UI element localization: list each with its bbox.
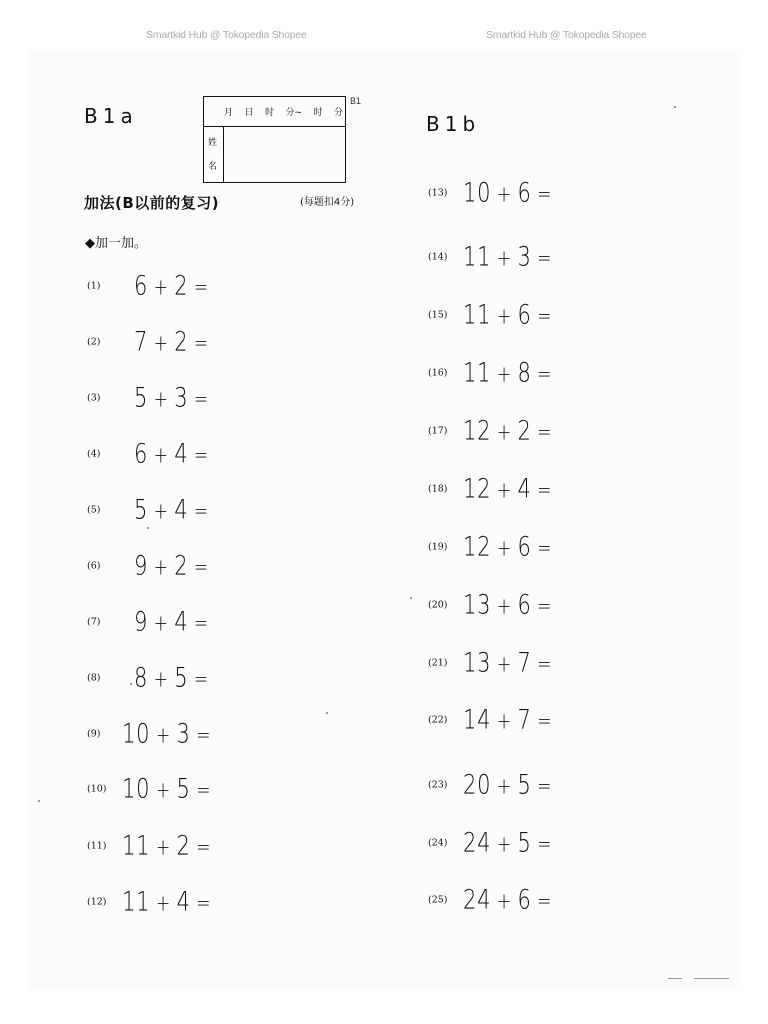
second-addend: 4 bbox=[174, 438, 189, 470]
plus-sign: + bbox=[153, 387, 169, 413]
hour-end-label: 时 bbox=[313, 108, 323, 118]
scan-speck bbox=[130, 683, 132, 685]
corner-mark: B1 bbox=[350, 96, 362, 106]
equals-sign: = bbox=[537, 246, 553, 272]
second-addend: 2 bbox=[174, 326, 189, 358]
minute-start-label: 分~ bbox=[285, 108, 302, 118]
problem-15 bbox=[0, 295, 760, 335]
problem-expression bbox=[463, 416, 552, 447]
equals-sign: = bbox=[537, 652, 553, 678]
plus-sign: + bbox=[496, 889, 512, 915]
first-addend: 13 bbox=[463, 647, 492, 679]
equals-sign: = bbox=[537, 304, 553, 330]
scan-speck bbox=[38, 800, 40, 802]
equals-sign: = bbox=[193, 331, 210, 357]
problem-25 bbox=[0, 880, 760, 920]
second-addend: 7 bbox=[517, 704, 532, 736]
equals-sign: = bbox=[537, 594, 553, 620]
problem-number: (18) bbox=[428, 483, 448, 495]
plus-sign: + bbox=[155, 723, 171, 749]
first-addend: 14 bbox=[463, 704, 492, 736]
problem-expression bbox=[463, 705, 552, 736]
first-addend: 24 bbox=[463, 884, 492, 916]
plus-sign: + bbox=[155, 778, 171, 804]
second-addend: 6 bbox=[517, 299, 532, 331]
month-label: 月 bbox=[224, 108, 234, 118]
problem-number: (24) bbox=[428, 837, 448, 849]
first-addend: 13 bbox=[463, 589, 492, 621]
problem-expression bbox=[463, 178, 552, 209]
watermark-left: Smartkid Hub @ Tokopedia Shopee bbox=[146, 29, 307, 41]
problem-number: (11) bbox=[87, 840, 107, 852]
problem-number: (19) bbox=[428, 541, 448, 553]
plus-sign: + bbox=[496, 304, 512, 330]
score-note: (每题扣4分) bbox=[300, 197, 355, 208]
plus-sign: + bbox=[496, 246, 512, 272]
second-addend: 6 bbox=[517, 589, 532, 621]
instruction: ◆加一加。 bbox=[85, 236, 147, 251]
footer-line-short bbox=[668, 978, 682, 979]
problem-number: (16) bbox=[428, 367, 448, 379]
problem-expression bbox=[463, 242, 552, 273]
plus-sign: + bbox=[496, 478, 512, 504]
first-addend: 11 bbox=[463, 357, 492, 389]
first-addend: 5 bbox=[134, 382, 149, 414]
scan-speck bbox=[326, 712, 328, 714]
second-addend: 3 bbox=[176, 718, 191, 750]
plus-sign: + bbox=[153, 443, 169, 469]
plus-sign: + bbox=[155, 835, 171, 861]
plus-sign: + bbox=[496, 536, 512, 562]
problem-number: (14) bbox=[428, 251, 448, 263]
equals-sign: = bbox=[193, 275, 210, 301]
scan-speck bbox=[674, 106, 676, 108]
equals-sign: = bbox=[537, 709, 553, 735]
problem-20 bbox=[0, 585, 760, 625]
second-addend: 5 bbox=[517, 827, 532, 859]
problem-number: (1) bbox=[87, 280, 101, 292]
scan-speck bbox=[410, 597, 412, 599]
equals-sign: = bbox=[193, 443, 210, 469]
watermark-right: Smartkid Hub @ Tokopedia Shopee bbox=[486, 29, 647, 41]
equals-sign: = bbox=[196, 778, 212, 804]
problem-number: (25) bbox=[428, 894, 448, 906]
second-addend: 4 bbox=[174, 494, 189, 526]
date-name-record-box bbox=[203, 96, 346, 183]
plus-sign: + bbox=[153, 611, 169, 637]
equals-sign: = bbox=[193, 667, 210, 693]
plus-sign: + bbox=[155, 891, 171, 917]
equals-sign: = bbox=[193, 611, 210, 637]
second-addend: 4 bbox=[517, 473, 532, 505]
problem-19 bbox=[0, 527, 760, 567]
first-addend: 6 bbox=[134, 270, 149, 302]
problem-number: (6) bbox=[87, 560, 101, 572]
problem-number: (3) bbox=[87, 392, 101, 404]
problem-number: (15) bbox=[428, 309, 448, 321]
day-label: 日 bbox=[244, 108, 254, 118]
equals-sign: = bbox=[193, 387, 210, 413]
equals-sign: = bbox=[537, 182, 553, 208]
first-addend: 9 bbox=[134, 550, 149, 582]
problem-14 bbox=[0, 237, 760, 277]
plus-sign: + bbox=[153, 499, 169, 525]
minute-end-label: 分 bbox=[333, 108, 343, 118]
problem-number: (9) bbox=[87, 728, 101, 740]
plus-sign: + bbox=[153, 331, 169, 357]
second-addend: 5 bbox=[176, 773, 191, 805]
equals-sign: = bbox=[537, 536, 553, 562]
second-addend: 4 bbox=[176, 886, 191, 918]
record-box-divider bbox=[204, 126, 345, 127]
equals-sign: = bbox=[537, 774, 553, 800]
section-title: 加法(B以前的复习) bbox=[84, 194, 220, 212]
equals-sign: = bbox=[196, 891, 212, 917]
first-addend: 7 bbox=[134, 326, 149, 358]
problem-17 bbox=[0, 411, 760, 451]
plus-sign: + bbox=[496, 832, 512, 858]
plus-sign: + bbox=[496, 594, 512, 620]
second-addend: 6 bbox=[517, 177, 532, 209]
plus-sign: + bbox=[496, 362, 512, 388]
first-addend: 5 bbox=[134, 494, 149, 526]
equals-sign: = bbox=[537, 420, 553, 446]
first-addend: 9 bbox=[134, 606, 149, 638]
first-addend: 10 bbox=[122, 718, 151, 750]
problem-expression bbox=[463, 474, 552, 505]
problem-21 bbox=[0, 643, 760, 683]
second-addend: 3 bbox=[517, 241, 532, 273]
problem-23 bbox=[0, 765, 760, 805]
second-addend: 2 bbox=[176, 830, 191, 862]
name-label-bottom: 名 bbox=[208, 162, 218, 172]
problem-expression bbox=[463, 590, 552, 621]
scan-speck bbox=[147, 527, 149, 529]
first-addend: 12 bbox=[463, 473, 492, 505]
problem-number: (8) bbox=[87, 672, 101, 684]
problem-22 bbox=[0, 700, 760, 740]
plus-sign: + bbox=[496, 652, 512, 678]
first-addend: 11 bbox=[122, 830, 151, 862]
first-addend: 12 bbox=[463, 531, 492, 563]
second-addend: 6 bbox=[517, 531, 532, 563]
problem-number: (13) bbox=[428, 187, 448, 199]
problem-number: (21) bbox=[428, 657, 448, 669]
first-addend: 11 bbox=[463, 241, 492, 273]
problem-expression bbox=[463, 828, 552, 859]
sheet-code-right: B1b bbox=[426, 112, 481, 136]
problem-expression bbox=[463, 648, 552, 679]
problem-expression bbox=[463, 300, 552, 331]
problem-number: (4) bbox=[87, 448, 101, 460]
first-addend: 6 bbox=[134, 438, 149, 470]
equals-sign: = bbox=[537, 832, 553, 858]
plus-sign: + bbox=[496, 709, 512, 735]
equals-sign: = bbox=[193, 499, 210, 525]
plus-sign: + bbox=[496, 774, 512, 800]
equals-sign: = bbox=[537, 478, 553, 504]
first-addend: 11 bbox=[463, 299, 492, 331]
first-addend: 24 bbox=[463, 827, 492, 859]
first-addend: 20 bbox=[463, 769, 492, 801]
second-addend: 3 bbox=[174, 382, 189, 414]
second-addend: 2 bbox=[174, 550, 189, 582]
problem-expression bbox=[463, 770, 552, 801]
problem-number: (5) bbox=[87, 504, 101, 516]
problem-16 bbox=[0, 353, 760, 393]
second-addend: 2 bbox=[517, 415, 532, 447]
problem-number: (10) bbox=[87, 783, 107, 795]
equals-sign: = bbox=[196, 835, 212, 861]
plus-sign: + bbox=[496, 420, 512, 446]
sheet-code-left: B1a bbox=[84, 104, 138, 128]
problem-number: (17) bbox=[428, 425, 448, 437]
first-addend: 10 bbox=[122, 773, 151, 805]
plus-sign: + bbox=[496, 182, 512, 208]
problem-number: (22) bbox=[428, 714, 448, 726]
first-addend: 10 bbox=[463, 177, 492, 209]
problem-18 bbox=[0, 469, 760, 509]
first-addend: 12 bbox=[463, 415, 492, 447]
equals-sign: = bbox=[193, 555, 210, 581]
date-time-row bbox=[224, 105, 343, 118]
plus-sign: + bbox=[153, 667, 169, 693]
second-addend: 6 bbox=[517, 884, 532, 916]
plus-sign: + bbox=[153, 555, 169, 581]
hour-start-label: 时 bbox=[264, 108, 274, 118]
plus-sign: + bbox=[153, 275, 169, 301]
second-addend: 4 bbox=[174, 606, 189, 638]
problem-13 bbox=[0, 173, 760, 213]
equals-sign: = bbox=[537, 889, 553, 915]
first-addend: 11 bbox=[122, 886, 151, 918]
second-addend: 7 bbox=[517, 647, 532, 679]
second-addend: 5 bbox=[517, 769, 532, 801]
footer-line-long bbox=[694, 978, 729, 979]
problem-expression bbox=[463, 358, 552, 389]
equals-sign: = bbox=[196, 723, 212, 749]
second-addend: 5 bbox=[174, 662, 189, 694]
problem-number: (23) bbox=[428, 779, 448, 791]
name-label-top: 姓 bbox=[208, 138, 218, 148]
second-addend: 2 bbox=[174, 270, 189, 302]
problem-number: (12) bbox=[87, 896, 107, 908]
equals-sign: = bbox=[537, 362, 553, 388]
problem-number: (7) bbox=[87, 616, 101, 628]
problem-number: (20) bbox=[428, 599, 448, 611]
first-addend: 8 bbox=[134, 662, 149, 694]
problem-expression bbox=[463, 532, 552, 563]
problem-expression bbox=[463, 885, 552, 916]
problem-number: (2) bbox=[87, 336, 101, 348]
problem-24 bbox=[0, 823, 760, 863]
second-addend: 8 bbox=[517, 357, 532, 389]
